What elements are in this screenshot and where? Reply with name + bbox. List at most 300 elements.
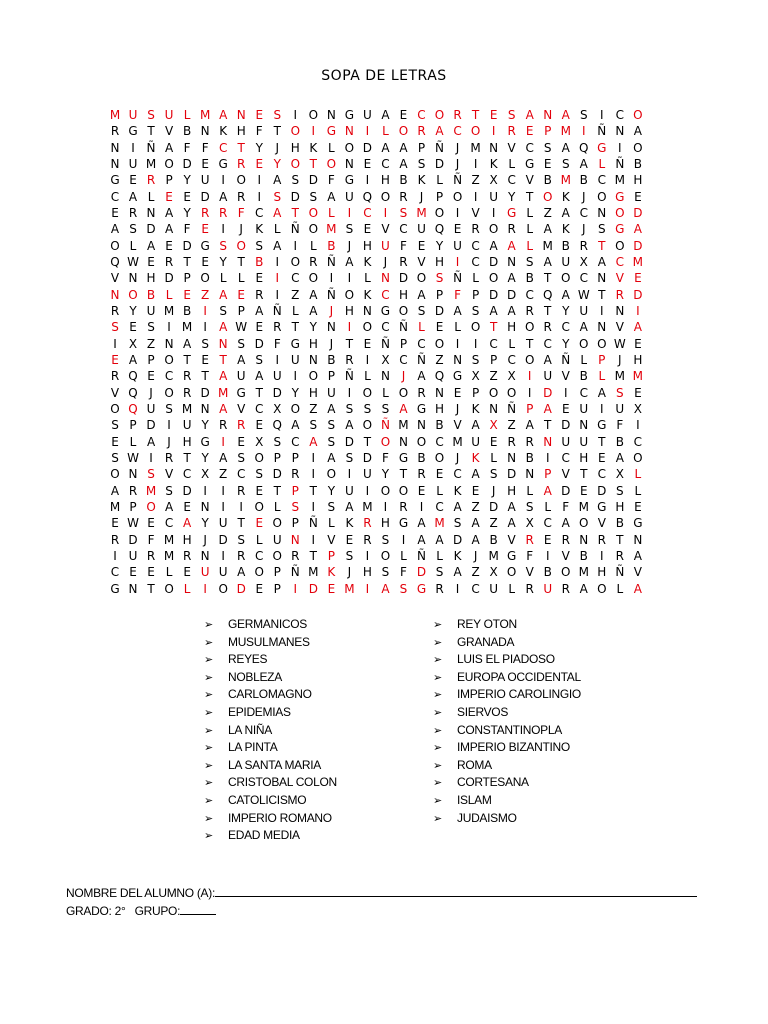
word-label: JUDAISMO <box>457 810 517 825</box>
grid-letter: M <box>308 565 319 580</box>
grid-letter: D <box>290 189 300 204</box>
grid-letter: O <box>254 565 264 580</box>
word-list-item <box>433 757 581 775</box>
grid-letter: O <box>380 548 391 563</box>
grid-letter: T <box>147 124 155 139</box>
grid-letter: Y <box>291 385 299 400</box>
grid-letter: C <box>218 140 228 155</box>
grid-letter: A <box>453 303 462 318</box>
grid-letter: Ñ <box>417 352 426 367</box>
grid-letter: O <box>362 385 373 400</box>
grid-letter: I <box>203 483 207 498</box>
grid-letter: M <box>614 369 625 384</box>
grid-letter: R <box>110 369 120 384</box>
grid-letter: H <box>236 124 246 139</box>
grid-letter: P <box>273 450 281 465</box>
grid-letter: R <box>291 467 300 482</box>
grid-letter: R <box>417 124 426 139</box>
grid-letter: B <box>633 156 642 171</box>
grid-letter: I <box>455 336 460 351</box>
grid-letter: T <box>526 189 534 204</box>
grid-letter: U <box>615 401 625 416</box>
grid-letter: E <box>165 238 173 253</box>
grid-letter: R <box>525 581 534 596</box>
grid-letter: G <box>110 173 120 188</box>
grid-letter: S <box>111 320 119 335</box>
grid-letter: O <box>398 124 409 139</box>
grid-letter: S <box>381 565 390 580</box>
grid-letter: U <box>344 189 354 204</box>
arrow-bullet-icon: ➢ <box>204 636 213 649</box>
grid-letter: H <box>435 254 445 269</box>
grid-letter: H <box>146 271 156 286</box>
grid-letter: L <box>273 499 281 514</box>
grid-letter: L <box>454 320 461 335</box>
word-list-item <box>204 722 337 740</box>
word-list-item <box>204 774 337 792</box>
grid-letter: I <box>581 124 586 139</box>
grid-letter: A <box>345 418 354 433</box>
grid-letter: O <box>290 124 301 139</box>
word-label: IMPERIO ROMANO <box>228 810 332 825</box>
grid-letter: R <box>110 532 120 547</box>
grid-letter: T <box>399 467 408 482</box>
grid-letter: A <box>309 434 318 449</box>
grid-letter: O <box>434 205 445 220</box>
grid-letter: I <box>149 450 153 465</box>
grid-letter: Y <box>435 238 444 253</box>
grid-letter: M <box>163 532 175 547</box>
grid-letter: Q <box>362 189 373 204</box>
grid-letter: R <box>561 581 570 596</box>
grid-letter: A <box>219 369 228 384</box>
grid-letter: E <box>417 483 426 498</box>
grid-letter: I <box>365 483 370 498</box>
grid-letter: C <box>399 222 408 237</box>
grid-letter: L <box>328 516 335 531</box>
word-list-item <box>204 827 337 845</box>
grid-letter: R <box>525 434 534 449</box>
grid-letter: G <box>507 548 517 563</box>
grid-letter: L <box>400 548 407 563</box>
grid-letter: O <box>470 124 481 139</box>
grid-letter: L <box>436 173 443 188</box>
grid-letter: T <box>183 352 191 367</box>
grid-letter: S <box>165 401 173 416</box>
grid-letter: E <box>255 483 264 498</box>
grid-letter: S <box>111 450 119 465</box>
grid-letter: O <box>146 499 156 514</box>
grid-letter: N <box>435 385 445 400</box>
grid-letter: O <box>434 450 445 465</box>
grid-letter: D <box>146 222 156 237</box>
grid-letter: Z <box>543 205 552 220</box>
grid-letter: X <box>201 467 210 482</box>
grid-letter: A <box>219 287 228 302</box>
grid-letter: C <box>489 336 498 351</box>
grid-letter: N <box>597 320 607 335</box>
grid-letter: I <box>275 287 280 302</box>
arrow-bullet-icon: ➢ <box>204 759 213 772</box>
grid-letter: J <box>455 450 460 465</box>
grid-letter: P <box>291 516 299 531</box>
grid-letter: E <box>147 516 155 531</box>
grid-letter: O <box>290 401 301 416</box>
student-name-blank[interactable] <box>215 884 697 897</box>
grid-letter: A <box>471 516 480 531</box>
grid-letter: A <box>327 450 336 465</box>
grid-letter: L <box>382 385 389 400</box>
grid-letter: Q <box>272 418 282 433</box>
grid-letter: G <box>525 156 535 171</box>
word-list-item <box>204 757 337 775</box>
grid-letter: E <box>147 565 155 580</box>
grid-letter: B <box>579 369 588 384</box>
grid-letter: A <box>417 369 426 384</box>
grid-letter: R <box>164 450 174 465</box>
grid-letter: I <box>365 548 370 563</box>
grid-letter: Z <box>146 336 156 351</box>
grid-letter: B <box>399 173 408 188</box>
grid-letter: V <box>525 173 534 188</box>
grid-letter: I <box>131 140 135 155</box>
grid-letter: G <box>110 581 120 596</box>
grid-letter: S <box>273 189 282 204</box>
grid-letter: O <box>380 189 391 204</box>
grid-letter: R <box>291 548 300 563</box>
grid-letter: W <box>127 516 139 531</box>
grid-letter: U <box>272 369 282 384</box>
grid-letter: L <box>291 303 299 318</box>
grid-letter: O <box>597 336 607 351</box>
grid-letter: A <box>219 189 228 204</box>
grid-letter: D <box>489 254 499 269</box>
grid-letter: N <box>200 499 210 514</box>
grid-letter: O <box>308 108 319 122</box>
grid-letter: S <box>561 156 570 171</box>
grid-letter: V <box>471 205 480 220</box>
grid-letter: O <box>398 385 409 400</box>
grid-letter: G <box>200 238 210 253</box>
grid-letter: L <box>364 369 371 384</box>
grid-letter: H <box>182 434 192 449</box>
grid-letter: A <box>381 108 390 122</box>
grid-letter: Ñ <box>417 548 426 563</box>
grid-letter: K <box>255 222 264 237</box>
grid-letter: V <box>507 532 516 547</box>
grid-letter: E <box>255 516 264 531</box>
group-blank[interactable] <box>180 902 216 915</box>
grid-letter: E <box>201 352 209 367</box>
word-label: LA NIÑA <box>228 722 272 737</box>
grid-letter: C <box>543 336 552 351</box>
grid-letter: K <box>309 140 318 155</box>
grid-letter: A <box>471 532 480 547</box>
grid-letter: J <box>329 336 334 351</box>
grid-letter: K <box>471 450 480 465</box>
grid-letter: E <box>147 254 155 269</box>
grid-letter: A <box>543 222 552 237</box>
grid-letter: S <box>219 303 227 318</box>
grid-letter: T <box>291 320 299 335</box>
grid-letter: I <box>527 385 532 400</box>
grid-letter: A <box>543 352 552 367</box>
grid-letter: N <box>218 336 228 351</box>
word-list-item <box>433 704 581 722</box>
grid-letter: A <box>507 238 516 253</box>
grid-letter: S <box>111 418 119 433</box>
grid-letter: G <box>615 222 625 237</box>
grid-letter: O <box>164 385 174 400</box>
grid-letter: Ñ <box>272 303 282 318</box>
grid-letter: X <box>507 369 516 384</box>
grid-letter: S <box>273 434 282 449</box>
grid-letter: N <box>308 352 318 367</box>
grid-letter: P <box>165 173 173 188</box>
grid-letter: J <box>419 189 424 204</box>
grid-letter: I <box>275 352 280 367</box>
grid-letter: M <box>163 303 175 318</box>
grid-letter: A <box>561 140 570 155</box>
grid-letter: S <box>616 483 624 498</box>
grid-letter: A <box>597 254 606 269</box>
grid-letter: K <box>489 156 498 171</box>
word-list-left <box>204 616 337 845</box>
grid-letter: K <box>219 124 228 139</box>
grid-letter: N <box>344 156 354 171</box>
grid-letter: S <box>525 254 534 269</box>
grid-letter: O <box>164 581 174 596</box>
grid-letter: B <box>489 532 498 547</box>
grid-letter: O <box>434 108 445 122</box>
grid-letter: L <box>382 124 389 139</box>
grid-letter: P <box>435 189 444 204</box>
grid-letter: V <box>327 532 336 547</box>
grid-letter: A <box>255 303 264 318</box>
grid-letter: W <box>127 254 139 269</box>
grid-letter: O <box>579 516 589 531</box>
grid-letter: A <box>507 303 516 318</box>
grid-letter: V <box>615 271 624 286</box>
grid-letter: C <box>453 124 462 139</box>
grid-letter: A <box>579 156 588 171</box>
grid-letter: I <box>491 205 496 220</box>
grid-letter: N <box>615 124 625 139</box>
grid-letter: U <box>579 401 589 416</box>
grade-group-line <box>66 902 697 920</box>
grid-letter: U <box>164 108 174 122</box>
grid-letter: X <box>489 565 498 580</box>
grid-letter: Z <box>291 287 300 302</box>
grid-letter: R <box>237 548 246 563</box>
grid-letter: D <box>452 532 463 547</box>
grid-letter: A <box>309 303 318 318</box>
grid-letter: S <box>273 108 282 122</box>
grid-letter: R <box>561 532 570 547</box>
grid-letter: D <box>344 434 354 449</box>
grid-letter: M <box>217 385 229 400</box>
grid-letter: I <box>600 108 604 122</box>
grid-letter: K <box>327 565 336 580</box>
grid-letter: T <box>309 156 317 171</box>
grid-letter: A <box>164 140 174 155</box>
grid-letter: C <box>399 352 408 367</box>
grid-letter: Q <box>110 254 120 269</box>
grid-letter: O <box>110 401 120 416</box>
grid-letter: S <box>507 108 516 122</box>
grid-letter: S <box>165 483 173 498</box>
grid-letter: A <box>633 581 642 596</box>
grid-letter: E <box>255 320 264 335</box>
arrow-bullet-icon: ➢ <box>433 724 442 737</box>
grid-letter: C <box>525 140 534 155</box>
grid-letter: N <box>200 401 210 416</box>
grid-letter: D <box>182 483 192 498</box>
grid-letter: I <box>600 548 604 563</box>
grid-letter: E <box>327 581 336 596</box>
grid-letter: F <box>526 548 534 563</box>
grid-letter: I <box>545 548 550 563</box>
grid-letter: Ñ <box>615 565 625 580</box>
grid-letter: B <box>579 548 588 563</box>
grid-letter: R <box>453 108 462 122</box>
grid-letter: A <box>237 565 246 580</box>
grid-letter: V <box>561 467 570 482</box>
grid-letter: O <box>380 483 391 498</box>
arrow-bullet-icon: ➢ <box>204 794 213 807</box>
grid-letter: I <box>347 467 352 482</box>
grid-letter: Z <box>471 499 480 514</box>
grid-letter: A <box>164 222 174 237</box>
grid-letter: A <box>345 499 354 514</box>
grid-letter: T <box>544 303 552 318</box>
word-list-item <box>204 651 337 669</box>
grid-letter: E <box>435 320 444 335</box>
grid-letter: D <box>633 238 643 253</box>
grid-letter: C <box>110 565 120 580</box>
grid-letter: B <box>615 434 624 449</box>
grid-letter: N <box>128 467 138 482</box>
grid-letter: O <box>308 205 319 220</box>
grid-letter: E <box>237 287 245 302</box>
grid-letter: E <box>363 222 372 237</box>
grid-letter: O <box>110 238 120 253</box>
grid-letter: S <box>255 352 264 367</box>
grid-letter: R <box>507 222 516 237</box>
grid-letter: O <box>633 140 643 155</box>
grid-letter: U <box>417 222 426 237</box>
grid-letter: D <box>182 156 192 171</box>
grid-letter: U <box>326 385 336 400</box>
grid-letter: L <box>183 581 191 596</box>
grid-letter: K <box>453 483 462 498</box>
arrow-bullet-icon: ➢ <box>433 759 442 772</box>
grid-letter: A <box>164 499 174 514</box>
grid-letter: C <box>255 401 264 416</box>
arrow-bullet-icon: ➢ <box>433 689 442 702</box>
grid-letter: N <box>200 124 210 139</box>
grid-letter: C <box>579 271 588 286</box>
grid-letter: H <box>398 287 408 302</box>
grid-letter: U <box>381 238 390 253</box>
grid-letter: X <box>381 352 390 367</box>
grid-letter: N <box>128 581 138 596</box>
word-label: GRANADA <box>457 634 515 649</box>
grid-letter: R <box>435 581 444 596</box>
grid-letter: N <box>290 532 300 547</box>
grid-letter: E <box>543 156 552 171</box>
grid-letter: V <box>164 124 174 139</box>
grid-letter: O <box>561 271 571 286</box>
grid-letter: P <box>291 483 299 498</box>
grid-letter: M <box>488 548 499 563</box>
grid-letter: S <box>417 303 426 318</box>
grid-letter: R <box>309 254 318 269</box>
grid-letter: H <box>633 352 643 367</box>
grid-letter: I <box>365 173 370 188</box>
grid-letter: R <box>219 418 228 433</box>
grid-letter: C <box>417 108 426 122</box>
grid-letter: N <box>489 401 499 416</box>
grid-letter: C <box>543 516 552 531</box>
grid-letter: Y <box>201 418 209 433</box>
grid-letter: O <box>416 434 427 449</box>
grid-letter: R <box>128 483 138 498</box>
grid-letter: L <box>616 581 624 596</box>
grid-letter: D <box>489 499 499 514</box>
grid-letter: S <box>237 336 246 351</box>
grid-letter: Z <box>219 467 228 482</box>
grid-letter: E <box>255 108 264 122</box>
grid-letter: L <box>526 205 534 220</box>
grid-letter: O <box>110 467 120 482</box>
grid-letter: A <box>615 450 624 465</box>
grid-letter: C <box>633 434 643 449</box>
grid-letter: U <box>200 565 210 580</box>
grid-letter: Y <box>562 336 570 351</box>
grid-letter: G <box>507 205 517 220</box>
grid-letter: I <box>383 499 388 514</box>
grid-letter: O <box>362 320 373 335</box>
grid-letter: R <box>146 173 156 188</box>
grid-letter: G <box>597 140 607 155</box>
grid-letter: H <box>380 516 390 531</box>
grid-letter: A <box>579 320 588 335</box>
grid-letter: M <box>560 124 571 139</box>
grid-letter: A <box>417 287 426 302</box>
grid-letter: U <box>579 303 589 318</box>
grid-letter: I <box>455 205 460 220</box>
grid-letter: X <box>615 467 624 482</box>
grid-letter: Ñ <box>344 369 354 384</box>
grid-letter: H <box>290 140 300 155</box>
grid-letter: W <box>235 320 248 335</box>
grid-letter: M <box>542 238 553 253</box>
grid-letter: J <box>239 222 243 237</box>
grid-letter: A <box>471 467 480 482</box>
grid-letter: I <box>365 124 370 139</box>
word-list-item <box>433 722 581 740</box>
grid-letter: E <box>417 238 426 253</box>
grid-letter: O <box>326 467 337 482</box>
grid-letter: R <box>543 320 552 335</box>
grid-letter: M <box>632 369 644 384</box>
grid-letter: R <box>615 287 624 302</box>
grid-letter: I <box>600 401 604 416</box>
grid-letter: S <box>525 499 534 514</box>
word-label: SIERVOS <box>457 704 509 719</box>
grid-letter: M <box>109 108 121 122</box>
